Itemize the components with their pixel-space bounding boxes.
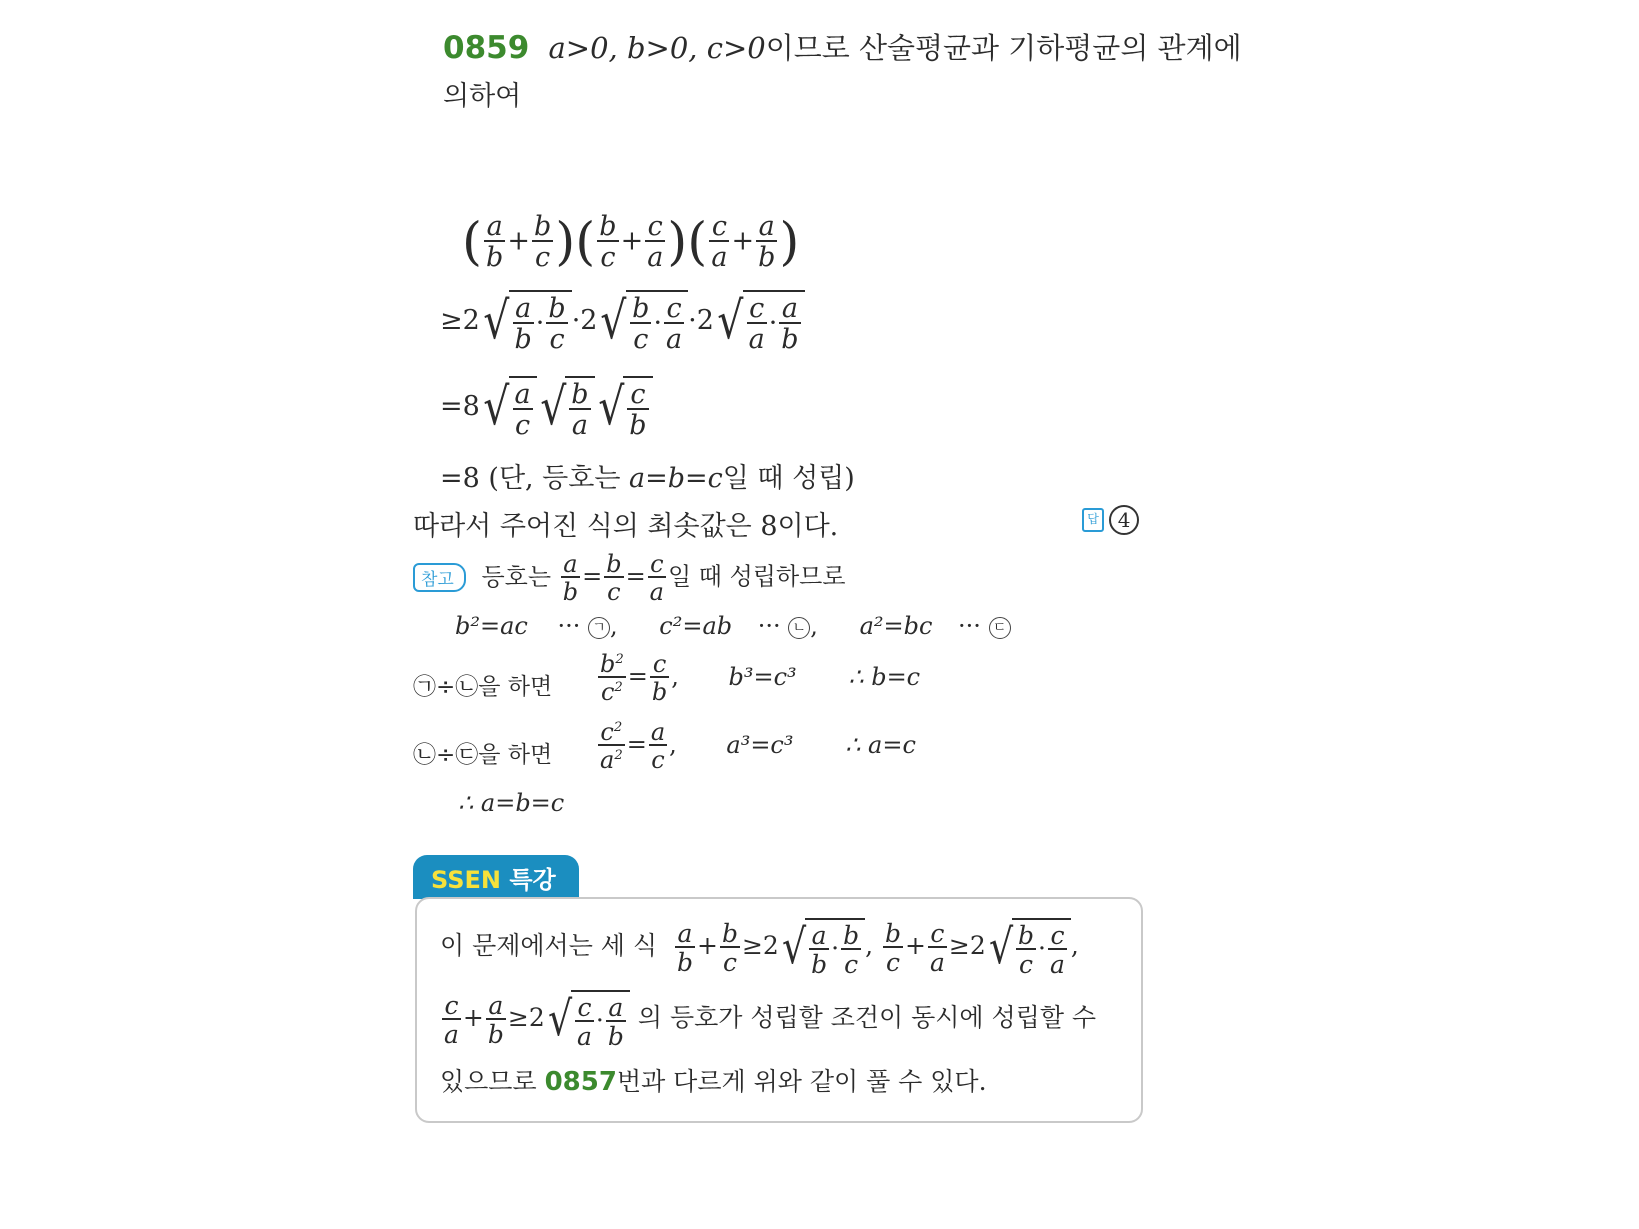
ssen-tab bbox=[413, 855, 579, 899]
header-text: 이므로 산술평균과 기하평균의 관계에 bbox=[765, 31, 1242, 65]
ref-mark3: ㄷ bbox=[989, 617, 1011, 639]
dot-two-1: ·2 bbox=[571, 305, 598, 336]
step2-label: ㉡÷㉢을 하면 bbox=[413, 742, 553, 768]
product-expression: ( $\frac{a}{b}$ + $\frac{b}{c}$ )( $\frac{b}{c}$ + $\frac{c}{a}$ )( $\frac{c}{a}$ + $\frac{a}{b}$ ) bbox=[462, 211, 800, 273]
ref-dots1: ··· bbox=[557, 612, 581, 640]
eq-eight: =8 bbox=[440, 391, 480, 422]
answer-choice: 4 bbox=[1109, 505, 1139, 535]
ssen-latin: SSEN bbox=[431, 866, 501, 894]
ref-mark2: ㄴ bbox=[788, 617, 810, 639]
step1-math: $\frac{b^2}{c^2}$ = $\frac{c}{b}$ , b³=c³ ∴ b=c bbox=[600, 650, 921, 706]
reference-line: 참고 등호는 $\frac{a}{b}$ = $\frac{b}{c}$ = $\frac{c}{a}$ 일 때 성립하므로 bbox=[413, 552, 846, 604]
step1-result: ∴ b=c bbox=[848, 662, 921, 691]
ssen-ref-number: 0857 bbox=[544, 1067, 617, 1097]
ref-eq2: c²=ab bbox=[659, 612, 733, 640]
header-text-2: 의하여 bbox=[443, 81, 522, 112]
ssen-line3-pre: 있으므로 bbox=[440, 1067, 537, 1096]
problem-number: 0859 bbox=[443, 30, 530, 66]
reference-equations: b²=ac ··· ㄱ , c²=ab ··· ㄴ , a²=bc ··· ㄷ bbox=[455, 612, 1011, 640]
conclusion-text: 따라서 주어진 식의 최솟값은 8이다. bbox=[413, 511, 839, 542]
reference-intro: 등호는 bbox=[481, 562, 552, 591]
condition-end: 일 때 성립) bbox=[722, 463, 855, 494]
answer-icon: 답 bbox=[1082, 508, 1104, 532]
final-equality bbox=[440, 456, 855, 495]
geq-two: ≥2 bbox=[440, 305, 480, 336]
step2-math: $\frac{c^2}{a^2}$ = $\frac{a}{c}$ , a³=c³ ∴ a=c bbox=[600, 718, 916, 774]
condition-start: (단, 등호는 bbox=[488, 463, 630, 494]
reference-final: ∴ a=b=c bbox=[458, 789, 565, 817]
ref-eq3: a²=bc bbox=[859, 612, 933, 640]
reference-intro-end: 일 때 성립하므로 bbox=[667, 562, 846, 591]
ssen-line2-text: 의 등호가 성립할 조건이 동시에 성립할 수 bbox=[637, 1003, 1097, 1032]
ref-dots2: ··· bbox=[757, 612, 781, 640]
ssen-line3-post: 번과 다르게 위와 같이 풀 수 있다. bbox=[616, 1067, 987, 1096]
dot-two-2: ·2 bbox=[688, 305, 714, 336]
reference-badge: 참고 bbox=[413, 563, 466, 592]
step1-label: ㉠÷㉡을 하면 bbox=[413, 674, 553, 700]
ssen-line1: 이 문제에서는 세 식 $\frac{a}{b}$ + $\frac{b}{c}$ ≥2√ $\frac{a}{b}$ · $\frac{b}{c}$ , $\frac{b}{c}$ + $\frac{c}{a}$ ≥2√ $\frac{b}{c}$ · $\frac{c}{a}$ , bbox=[440, 918, 1079, 979]
eight-sqrt-product: =8√ $\frac{a}{c}$ √ $\frac{b}{a}$ √ $\frac{c}{b}$ bbox=[440, 376, 653, 439]
ref-eq1: b²=ac bbox=[455, 612, 528, 640]
ssen-tab-label bbox=[431, 860, 556, 895]
ssen-line1-text: 이 문제에서는 세 식 bbox=[440, 931, 658, 960]
eq-eight-2: =8 bbox=[440, 463, 480, 494]
step2-result: ∴ a=c bbox=[845, 730, 916, 759]
header-math: a>0, b>0, c>0 bbox=[548, 31, 766, 65]
answer bbox=[1082, 505, 1139, 535]
ssen-korean: 특강 bbox=[509, 866, 556, 894]
ref-dots3: ··· bbox=[958, 612, 981, 640]
amgm-bound: ≥2√ $\frac{a}{b}$ · $\frac{b}{c}$ ·2√ $\frac{b}{c}$ · $\frac{c}{a}$ ·2√ $\frac{c}{a}$ · $\frac{a}{b}$ bbox=[440, 290, 805, 353]
step2-cube: a³=c³ bbox=[726, 730, 794, 759]
condition-math: a=b=c bbox=[629, 463, 723, 494]
step1-cube: b³=c³ bbox=[728, 662, 797, 691]
ssen-line3 bbox=[440, 1062, 987, 1098]
ref-mark1: ㄱ bbox=[588, 617, 610, 639]
problem-header bbox=[443, 26, 1242, 67]
ssen-line2: $\frac{c}{a}$ + $\frac{a}{b}$ ≥2√ $\frac{c}{a}$ · $\frac{a}{b}$ 의 등호가 성립할 조건이 동시에 성립할 수 bbox=[444, 990, 1097, 1051]
